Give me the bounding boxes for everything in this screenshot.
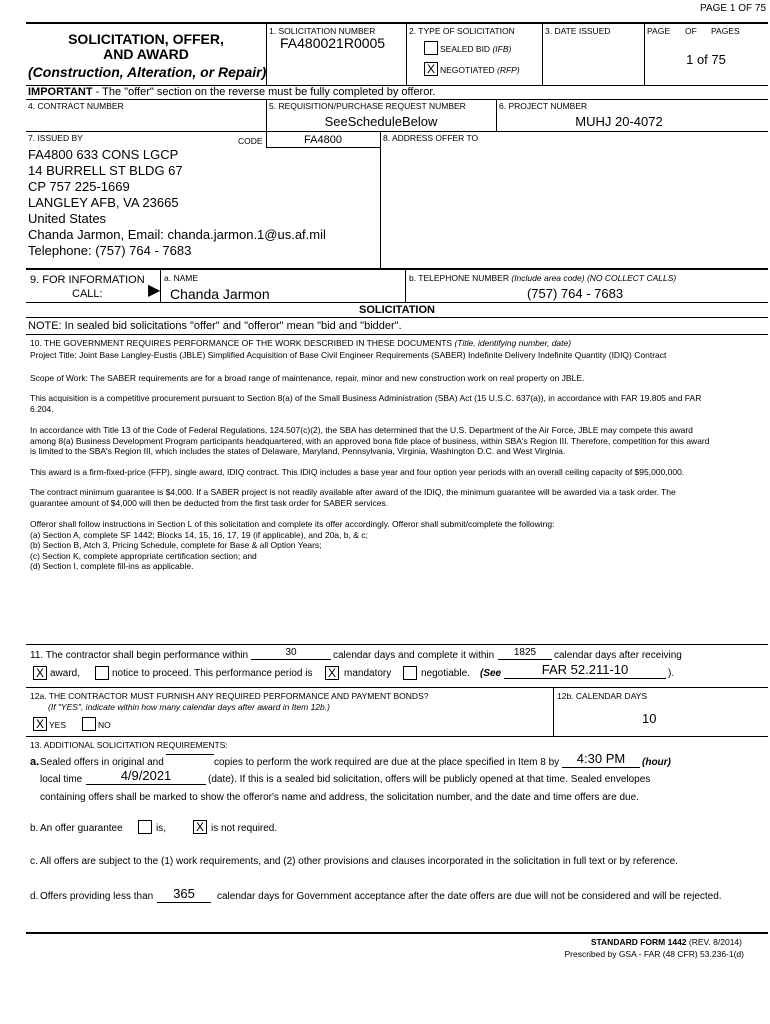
issued-by-code-value[interactable]: FA4800 <box>304 134 342 146</box>
negotiable-label: negotiable. <box>421 668 470 679</box>
award-label: award, <box>50 668 81 679</box>
page-box-page-label: PAGE <box>647 26 670 36</box>
box11-text1: 11. The contractor shall begin performance within <box>30 650 249 661</box>
divider <box>26 334 768 335</box>
complete-days-value[interactable]: 1825 <box>498 647 552 660</box>
acceptance-days-value[interactable]: 365 <box>157 886 211 903</box>
due-date-value[interactable]: 4/9/2021 <box>86 768 206 785</box>
divider <box>26 317 768 318</box>
project-title-paragraph: Project Title: Joint Base Langley-Eustis (JBLE) Simplified Acquisition of Base Civil Engineer Requirements (SABER) Indefinite Delivery Indefinite Quantity (IDIQ) Contract <box>30 350 667 360</box>
guarantee-not-required-checkbox[interactable]: X <box>193 820 207 834</box>
award-type-paragraph: This award is a firm-fixed-price (FFP), single award, IDIQ contract. This IDIQ includes a base year and four option year periods with an overall ceiling capacity of $95,000,000. <box>30 467 685 477</box>
address-line: 14 BURRELL ST BLDG 67 <box>28 163 183 178</box>
solicitation-type-label: 2. TYPE OF SOLICITATION <box>409 26 515 36</box>
divider <box>26 131 768 132</box>
form-title-line3: (Construction, Alteration, or Repair) <box>28 64 267 80</box>
box11-text3: calendar days after receiving <box>554 650 682 661</box>
item-b-letter: b. <box>30 823 39 834</box>
due-time-value[interactable]: 4:30 PM <box>562 751 640 768</box>
note-text: NOTE: In sealed bid solicitations "offer" and "offeror" mean "bid and "bidder". <box>28 320 402 332</box>
form-number: STANDARD FORM 1442 (REV. 8/2014) <box>590 937 742 947</box>
calendar-days-label: 12b. CALENDAR DAYS <box>557 691 648 701</box>
date-issued-label: 3. DATE ISSUED <box>545 26 611 36</box>
project-number-value[interactable]: MUHJ 20-4072 <box>575 114 663 129</box>
close-paren: ). <box>668 668 675 679</box>
item-c-letter: c. <box>30 856 38 867</box>
address-line: LANGLEY AFB, VA 23665 <box>28 195 179 210</box>
address-offer-to-label: 8. ADDRESS OFFER TO <box>383 133 479 143</box>
top-border <box>26 22 768 24</box>
solicitation-number-value[interactable]: FA480021R0005 <box>280 35 386 51</box>
box11-text2: calendar days and complete it within <box>333 650 495 661</box>
page-count-value[interactable]: 1 of 75 <box>686 52 726 67</box>
requisition-number-label: 5. REQUISITION/PURCHASE REQUEST NUMBER <box>269 101 466 111</box>
bonds-no-label: NO <box>98 720 111 730</box>
far-reference-value[interactable]: FAR 52.211-10 <box>504 662 666 679</box>
divider <box>406 23 407 85</box>
instructions-paragraph: Offeror shall follow instructions in Section L of this solicitation and complete its offer accordingly. Offeror shall submit/complete the following: (a) Section A, complete SF 1442; Blocks 14, 15, 16, 17, 19 (if applicable), and 20a, b, & c; (b) Section B, Atch 3, Pricing Schedule, complete for Base & all Option Years; (c) Section K, complete appropriate certification section; and (d) Section I, complete fill-ins as applicable. <box>30 519 555 571</box>
important-notice: IMPORTANT - The "offer" section on the reverse must be fully completed by offeror. <box>28 86 436 98</box>
guarantee-is-label: is, <box>156 823 166 834</box>
box12a-label: 12a. THE CONTRACTOR MUST FURNISH ANY REQUIRED PERFORMANCE AND PAYMENT BONDS? <box>30 691 429 701</box>
solicitation-heading: SOLICITATION <box>359 304 435 316</box>
scope-of-work-paragraph: Scope of Work: The SABER requirements are for a broad range of maintenance, repair, minor and new construction work on real property on JBLE. <box>30 373 585 383</box>
divider <box>26 644 768 645</box>
negotiated-label: NEGOTIATED (RFP) <box>440 65 520 75</box>
box10-label: 10. THE GOVERNMENT REQUIRES PERFORMANCE OF THE WORK DESCRIBED IN THESE DOCUMENTS (Title, identifying number, date) <box>30 338 572 348</box>
divider <box>26 687 768 688</box>
guarantee-is-checkbox[interactable] <box>138 820 152 834</box>
see-label: (See <box>480 668 502 679</box>
sealed-bid-label: SEALED BID (IFB) <box>440 44 512 54</box>
item-c-text: All offers are subject to the (1) work requirements, and (2) other provisions and clauses incorporated in the solicitation in full text or by reference. <box>40 856 678 867</box>
requisition-number-value[interactable]: SeeScheduleBelow <box>324 114 438 129</box>
item-d-text1: Offers providing less than <box>40 891 154 902</box>
item-a-text4: containing offers shall be marked to show the offeror's name and address, the solicitation number, and the date and time offers are due. <box>40 792 639 803</box>
award-checkbox[interactable]: X <box>33 666 47 680</box>
divider <box>380 131 381 268</box>
divider <box>26 268 768 270</box>
address-line: Chanda Jarmon, Email: chanda.jarmon.1@us.af.mil <box>28 227 326 242</box>
begin-days-value[interactable]: 30 <box>251 647 331 660</box>
hour-label: (hour) <box>642 757 671 768</box>
item-a-text1: Sealed offers in original and <box>40 757 164 768</box>
item-a-text2: copies to perform the work required are due at the place specified in Item 8 by <box>214 757 560 768</box>
project-number-label: 6. PROJECT NUMBER <box>499 101 588 111</box>
telephone-label: b. TELEPHONE NUMBER (Include area code) (NO COLLECT CALLS) <box>409 273 677 283</box>
code-label: CODE <box>238 136 263 146</box>
contract-number-label: 4. CONTRACT NUMBER <box>28 101 124 111</box>
page-box-pages-label: PAGES <box>711 26 740 36</box>
prescribed-by: Prescribed by GSA - FAR (48 CFR) 53.236-1(d) <box>564 949 744 959</box>
calendar-days-value[interactable]: 10 <box>642 711 657 726</box>
regulation-paragraph: In accordance with Title 13 of the Code of Federal Regulations, 124.507(c)(2), the SBA has determined that the U.S. Department of the Air Force, JBLE may compete this award among 8(a) Business Development Program participants headquartered, with an approved bona fide place of business, within SBA's Region III. Therefore, competition for this award is limited to the SBA's Region III, which includes the states of Delaware, Maryland, Pennsylvania, Virginia, Washington D.C. and West Virginia. <box>30 425 710 456</box>
acquisition-paragraph: This acquisition is a competitive procurement pursuant to Section 8(a) of the Small Business Administration (SBA) Act (15 U.S.C. 637(a)), in accordance with FAR 19.805 and FAR 6.204. <box>30 393 702 414</box>
local-time-label: local time <box>40 774 83 785</box>
negotiable-checkbox[interactable] <box>403 666 417 680</box>
minimum-guarantee-paragraph: The contract minimum guarantee is $4,000. If a SABER project is not readily available after award of the IDIQ, the minimum guarantee will be awarded via a task order. The guarantee amount of $4,000 will then be deducted from the first task order for SABER services. <box>30 487 676 508</box>
form-title-line1: SOLICITATION, OFFER, <box>68 31 224 47</box>
box13-label: 13. ADDITIONAL SOLICITATION REQUIREMENTS: <box>30 740 228 750</box>
sealed-bid-checkbox[interactable] <box>424 41 438 55</box>
item-d-text2: calendar days for Government acceptance after the date offers are due will not be considered and will be rejected. <box>217 891 722 902</box>
form-title-line2: AND AWARD <box>103 46 189 62</box>
bonds-yes-label: YES <box>49 720 67 730</box>
address-line: Telephone: (757) 764 - 7683 <box>28 243 192 258</box>
mandatory-label: mandatory <box>344 668 392 679</box>
copies-value[interactable] <box>166 754 214 755</box>
divider <box>553 687 554 736</box>
bonds-no-checkbox[interactable] <box>82 717 96 731</box>
notice-to-proceed-label: notice to proceed. This performance period is <box>112 668 313 679</box>
box12a-sublabel: (If "YES", indicate within how many calendar days after award in Item 12b.) <box>48 702 330 712</box>
solicitation-number-label: 1. SOLICITATION NUMBER <box>269 26 376 36</box>
for-information-label: 9. FOR INFORMATION <box>30 274 145 286</box>
telephone-value[interactable]: (757) 764 - 7683 <box>526 286 624 301</box>
contact-name-label: a. NAME <box>164 273 199 283</box>
mandatory-checkbox[interactable]: X <box>325 666 339 680</box>
item-a-text3: (date). If this is a sealed bid solicitation, offers will be publicly opened at that time. Sealed envelopes <box>208 774 651 785</box>
divider <box>26 99 768 100</box>
item-d-letter: d. <box>30 891 39 902</box>
page-box-of-label: OF <box>685 26 697 36</box>
address-line: United States <box>28 211 107 226</box>
negotiated-checkbox[interactable]: X <box>424 62 438 76</box>
bottom-border <box>26 932 768 934</box>
item-b-text: An offer guarantee <box>40 823 123 834</box>
divider <box>26 302 768 303</box>
page-label: PAGE 1 OF 75 <box>700 3 766 14</box>
issued-by-address[interactable] <box>28 147 326 259</box>
notice-to-proceed-checkbox[interactable] <box>95 666 109 680</box>
guarantee-not-required-label: is not required. <box>211 823 278 834</box>
call-label: CALL: <box>72 288 103 300</box>
divider <box>26 736 768 737</box>
address-line: FA4800 633 CONS LGCP <box>28 147 179 162</box>
item-a-letter: a. <box>30 756 40 768</box>
contact-name-value[interactable]: Chanda Jarmon <box>170 286 270 302</box>
arrow-right-icon: ▶ <box>148 282 161 299</box>
address-line: CP 757 225-1669 <box>28 179 130 194</box>
bonds-yes-checkbox[interactable]: X <box>33 717 47 731</box>
divider <box>542 23 543 85</box>
issued-by-label: 7. ISSUED BY <box>28 133 83 143</box>
